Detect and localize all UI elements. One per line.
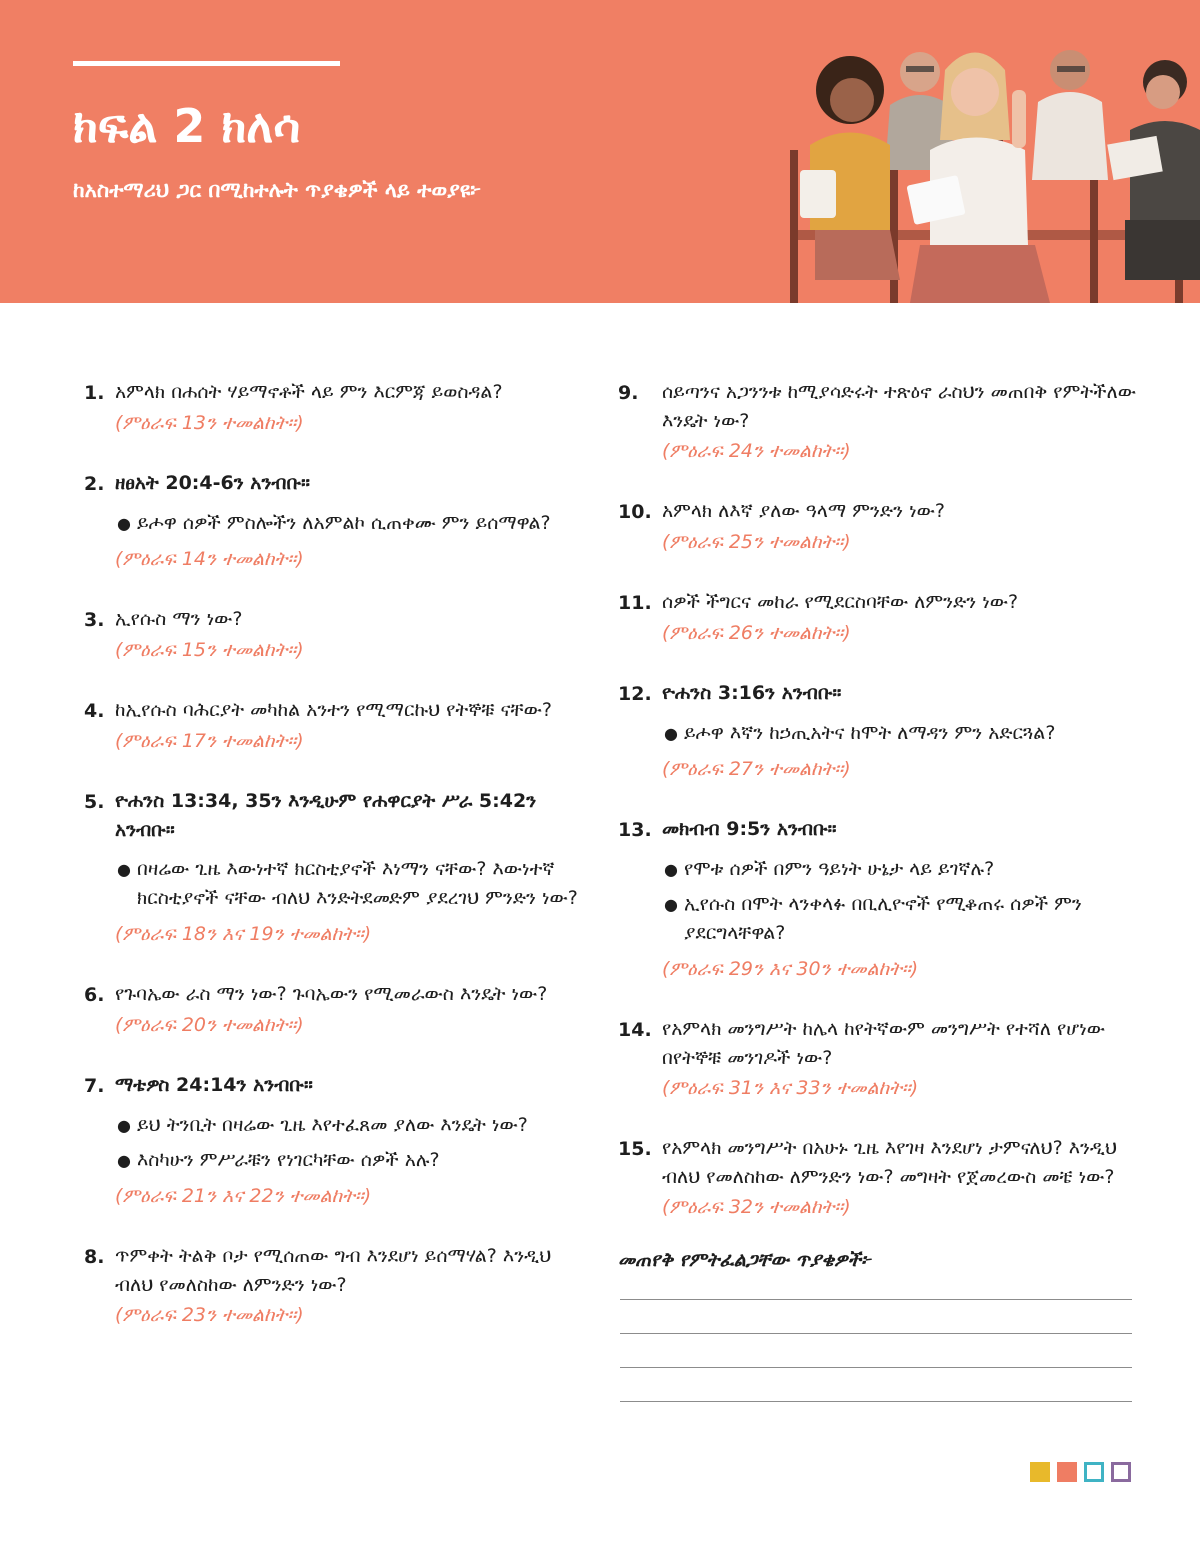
bullet-list xyxy=(115,1111,594,1175)
chapter-reference: (ምዕራፍ 32ን ተመልከት።) xyxy=(662,1196,851,1218)
chapter-reference: (ምዕራፍ 18ን እና 19ን ተመልከት።) xyxy=(115,923,372,945)
question-text: ዮሐንስ 13:34, 35ን እንዲሁም የሐዋርያት ሥራ 5:42ን አንብቡ። xyxy=(115,790,537,841)
question-number: 3. xyxy=(84,609,105,631)
chapter-reference: (ምዕራፍ 14ን ተመልከት።) xyxy=(115,548,304,570)
question-1 xyxy=(84,378,594,438)
coral-square-icon xyxy=(1057,1462,1077,1482)
question-text: የአምላክ መንግሥት ከሌላ ከየትኛውም መንግሥት የተሻለ የሆነው በየትኞቹ መንገዶች ነው? xyxy=(662,1018,1106,1069)
question-number: 5. xyxy=(84,791,105,813)
note-line[interactable] xyxy=(620,1401,1132,1402)
bullet-dot-icon: ● xyxy=(117,1151,131,1170)
chapter-reference: (ምዕራፍ 29ን እና 30ን ተመልከት።) xyxy=(662,958,919,980)
left-column xyxy=(84,378,594,1361)
bullet-item: ● በዛሬው ጊዜ እውነተኛ ክርስቲያኖች እነማን ናቸው? እውነተኛ ክርስቲያኖች ናቸው ብለህ እንድትደመድም ያደረገህ ምንድን ነው? xyxy=(115,855,594,913)
question-7 xyxy=(84,1071,594,1211)
chapter-reference: (ምዕራፍ 27ን ተመልከት።) xyxy=(662,758,851,780)
page-title: ክፍል 2 ክለሳ xyxy=(73,99,301,153)
person-front-left xyxy=(800,56,900,280)
header-rule xyxy=(73,61,340,66)
bullet-item: ● ይህ ትንቢት በዛሬው ጊዜ እየተፈጸመ ያለው እንዴት ነው? xyxy=(115,1111,594,1140)
bullet-dot-icon: ● xyxy=(117,514,131,533)
question-number: 14. xyxy=(618,1019,652,1041)
chapter-reference: (ምዕራፍ 15ን ተመልከት።) xyxy=(115,639,304,661)
chapter-reference: (ምዕራፍ 24ን ተመልከት።) xyxy=(662,440,851,462)
question-text: ዮሐንስ 3:16ን አንብቡ። xyxy=(662,682,842,704)
question-text: የአምላክ መንግሥት በአሁኑ ጊዜ እየገዛ እንደሆነ ታምናለህ? እንዲህ ብለህ የመለስከው ለምንድን ነው? መግዛት የጀመረውስ መቼ ነው? xyxy=(662,1137,1117,1188)
teal-outline-square-icon xyxy=(1084,1462,1104,1482)
notes-label: መጠየቅ የምትፈልጋቸው ጥያቄዎች፦ xyxy=(618,1249,871,1271)
question-13 xyxy=(618,815,1138,984)
question-2 xyxy=(84,469,594,574)
question-text: ሰይጣንና አጋንንቱ ከሚያሳድሩት ተጽዕኖ ራስህን መጠበቅ የምትችለው እንዴት ነው? xyxy=(662,381,1136,432)
question-14 xyxy=(618,1015,1138,1103)
bullet-list xyxy=(662,719,1138,748)
question-6 xyxy=(84,980,594,1040)
bullet-dot-icon: ● xyxy=(664,724,678,743)
question-text: አምላክ ለእኛ ያለው ዓላማ ምንድን ነው? xyxy=(662,500,945,522)
bullet-item: ● የሞቱ ሰዎች በምን ዓይነት ሁኔታ ላይ ይገኛሉ? xyxy=(662,855,1138,884)
bullet-dot-icon: ● xyxy=(117,1116,131,1135)
question-number: 4. xyxy=(84,700,105,722)
person-front-right xyxy=(1107,60,1200,280)
audience-illustration xyxy=(770,30,1200,303)
page-subtitle: ከአስተማሪህ ጋር በሚከተሉት ጥያቄዎች ላይ ተወያዩ፦ xyxy=(73,178,482,202)
question-text: ማቴዎስ 24:14ን አንብቡ። xyxy=(115,1074,313,1096)
chapter-reference: (ምዕራፍ 17ን ተመልከት።) xyxy=(115,730,304,752)
question-number: 13. xyxy=(618,819,652,841)
yellow-square-icon xyxy=(1030,1462,1050,1482)
bullet-list xyxy=(115,855,594,913)
question-11 xyxy=(618,588,1138,648)
bullet-item: ● እስካሁን ምሥራቹን የነገርካቸው ሰዎች አሉ? xyxy=(115,1146,594,1175)
bullet-dot-icon: ● xyxy=(664,860,678,879)
question-number: 8. xyxy=(84,1246,105,1268)
header-banner xyxy=(0,0,1200,303)
question-number: 15. xyxy=(618,1138,652,1160)
question-number: 1. xyxy=(84,382,105,404)
bullet-item: ● ይሖዋ ሰዎች ምስሎችን ለአምልኮ ሲጠቀሙ ምን ይሰማዋል? xyxy=(115,509,594,538)
person-back-right xyxy=(1032,50,1108,180)
question-10 xyxy=(618,497,1138,557)
question-number: 2. xyxy=(84,473,105,495)
question-text: ዘፀአት 20:4-6ን አንብቡ። xyxy=(115,472,311,494)
question-9 xyxy=(618,378,1138,466)
purple-outline-square-icon xyxy=(1111,1462,1131,1482)
question-text: የጉባኤው ራስ ማን ነው? ጉባኤውን የሚመራውስ እንዴት ነው? xyxy=(115,983,548,1005)
note-line[interactable] xyxy=(620,1299,1132,1300)
question-text: ጥምቀት ትልቅ ቦታ የሚሰጠው ግብ እንደሆነ ይሰማሃል? እንዲህ ብለህ የመለስከው ለምንድን ነው? xyxy=(115,1245,552,1296)
question-number: 7. xyxy=(84,1075,105,1097)
question-number: 11. xyxy=(618,592,652,614)
question-8 xyxy=(84,1242,594,1330)
bullet-item: ● ይሖዋ እኛን ከኃጢአትና ከሞት ለማዳን ምን አድርጓል? xyxy=(662,719,1138,748)
bullet-list xyxy=(662,855,1138,948)
color-squares xyxy=(1030,1462,1131,1482)
question-12 xyxy=(618,679,1138,784)
question-text: አምላክ በሐሰት ሃይማኖቶች ላይ ምን እርምጃ ይወስዳል? xyxy=(115,381,503,403)
question-text: ሰዎች ችግርና መከራ የሚደርስባቸው ለምንድን ነው? xyxy=(662,591,1019,613)
question-number: 9. xyxy=(618,382,639,404)
chapter-reference: (ምዕራፍ 26ን ተመልከት።) xyxy=(662,622,851,644)
question-4 xyxy=(84,696,594,756)
question-3 xyxy=(84,605,594,665)
chapter-reference: (ምዕራፍ 23ን ተመልከት።) xyxy=(115,1304,304,1326)
note-line[interactable] xyxy=(620,1333,1132,1334)
bullet-list xyxy=(115,509,594,538)
question-text: ከኢየሱስ ባሕርያት መካከል አንተን የሚማርኩህ የትኞቹ ናቸው? xyxy=(115,699,553,721)
chapter-reference: (ምዕራፍ 31ን እና 33ን ተመልከት።) xyxy=(662,1077,919,1099)
right-column xyxy=(618,378,1138,1253)
chapter-reference: (ምዕራፍ 13ን ተመልከት።) xyxy=(115,412,304,434)
question-text: መክብብ 9:5ን አንብቡ። xyxy=(662,818,837,840)
question-number: 10. xyxy=(618,501,652,523)
chapter-reference: (ምዕራፍ 20ን ተመልከት።) xyxy=(115,1014,304,1036)
chapter-reference: (ምዕራፍ 25ን ተመልከት።) xyxy=(662,531,851,553)
question-text: ኢየሱስ ማን ነው? xyxy=(115,608,243,630)
note-line[interactable] xyxy=(620,1367,1132,1368)
question-15 xyxy=(618,1134,1138,1222)
bullet-item: ● ኢየሱስ በሞት ላንቀላፉ በቢሊዮኖች የሚቆጠሩ ሰዎች ምን ያደርግላቸዋል? xyxy=(662,890,1138,948)
bullet-dot-icon: ● xyxy=(664,895,678,914)
chapter-reference: (ምዕራፍ 21ን እና 22ን ተመልከት።) xyxy=(115,1185,372,1207)
bullet-dot-icon: ● xyxy=(117,860,131,879)
question-5 xyxy=(84,787,594,949)
question-number: 6. xyxy=(84,984,105,1006)
question-number: 12. xyxy=(618,683,652,705)
